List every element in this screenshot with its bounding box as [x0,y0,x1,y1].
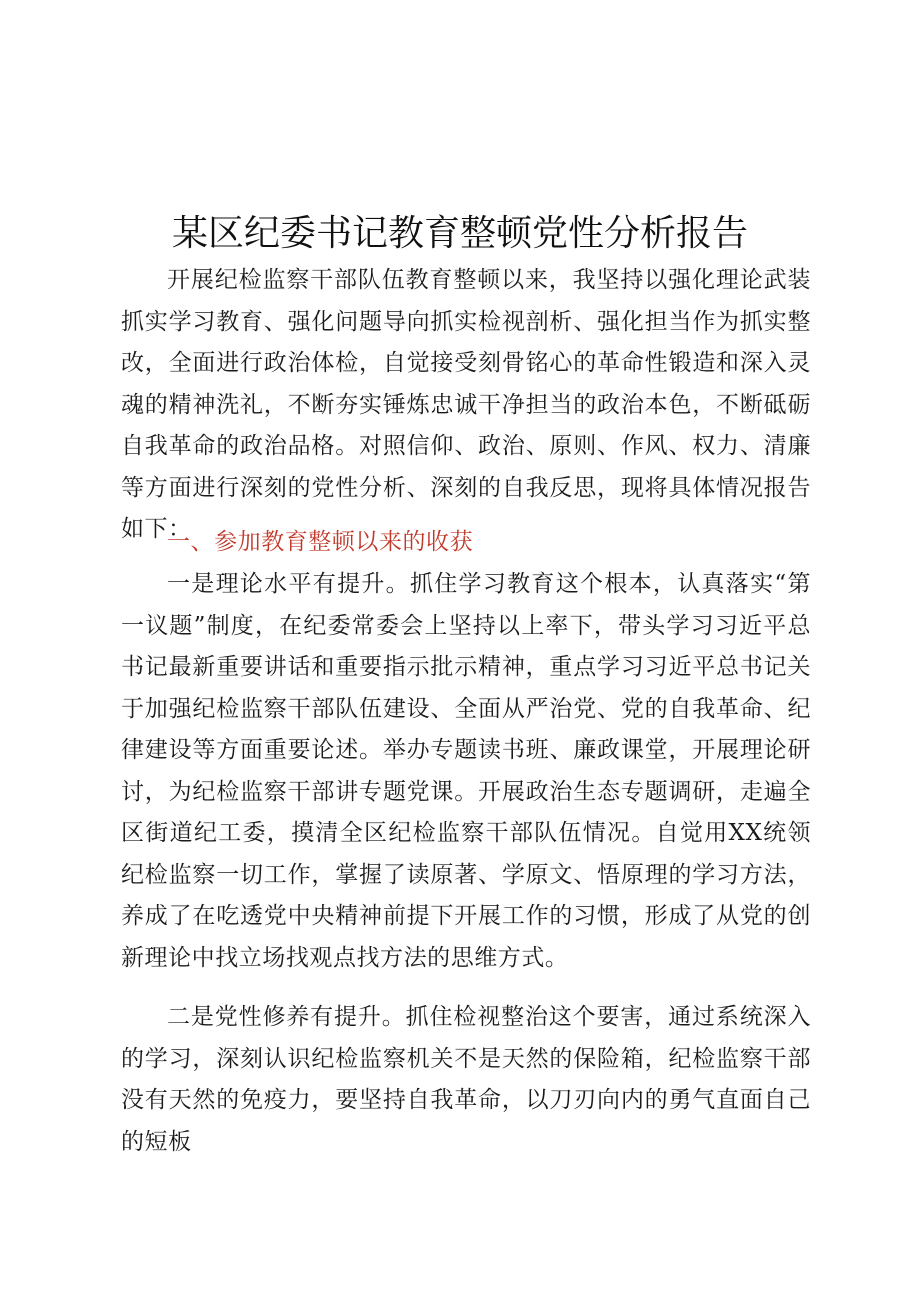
section-heading: 一、参加教育整顿以来的收获 [167,529,474,555]
point-two-paragraph: 二是党性修养有提升。抓住检视整治这个要害，通过系统深入的学习，深刻认识纪检监察机关不是天然的保险箱，纪检监察干部没有天然的免疫力，要坚持自我革命，以刀刃向内的勇气直面自己的短板 [121,1004,811,1155]
document-title: 某区纪委书记教育整顿党性分析报告 [171,213,748,255]
intro-paragraph: 开展纪检监察干部队伍教育整顿以来，我坚持以强化理论武装抓实学习教育、强化问题导向抓实检视剖析、强化担当作为抓实整改，全面进行政治体检，自觉接受刻骨铭心的革命性锻造和深入灵魂的精神洗礼，不断夯实锤炼忠诚干净担当的政治本色，不断砥砺自我革命的政治品格。对照信仰、政治、原则、作风、权力、清廉等方面进行深刻的党性分析、深刻的自我反思，现将具体情况报告如下： [121,267,811,542]
point-one-paragraph: 一是理论水平有提升。抓住学习教育这个根本，认真落实“第一议题”制度，在纪委常委会上坚持以上率下，带头学习习近平总书记最新重要讲话和重要指示批示精神，重点学习习近平总书记关于加强纪检监察干部队伍建设、全面从严治党、党的自我革命、纪律建设等方面重要论述。举办专题读书班、廉政课堂，开展理论研讨，为纪检监察干部讲专题党课。开展政治生态专题调研，走遍全区街道纪工委，摸清全区纪检监察干部队伍情况。自觉用XX统领纪检监察一切工作，掌握了读原著、学原文、悟原理的学习方法，养成了在吃透党中央精神前提下开展工作的习惯，形成了从党的创新理论中找立场找观点找方法的思维方式。 [121,571,811,971]
